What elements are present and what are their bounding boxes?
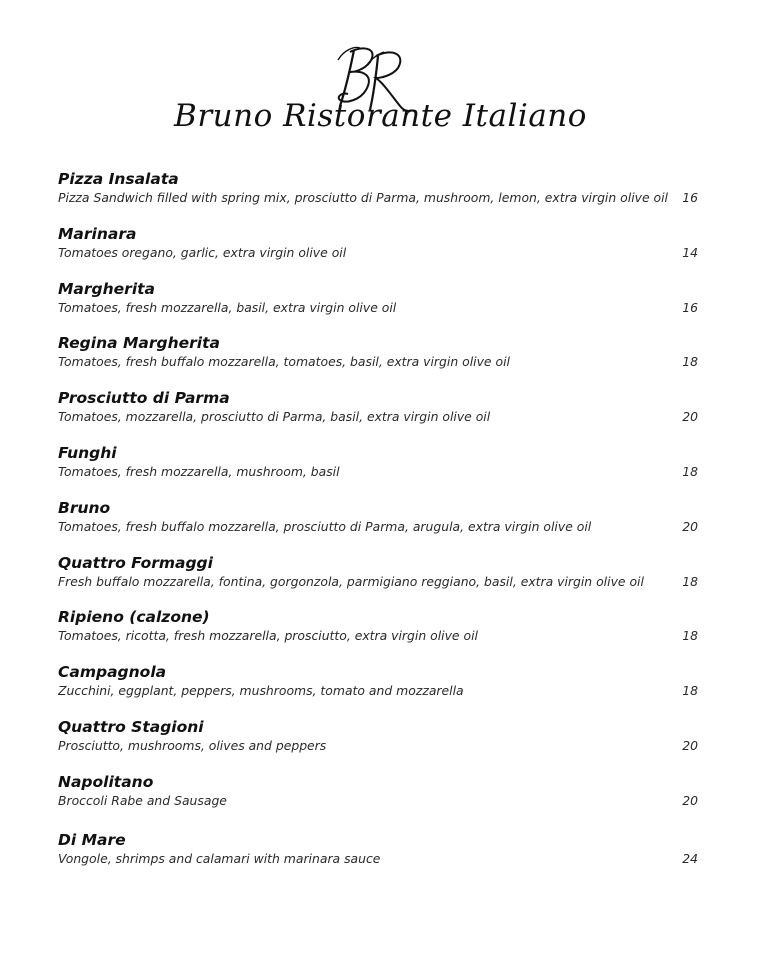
item-price: 18 bbox=[682, 683, 698, 699]
item-price: 20 bbox=[682, 792, 698, 808]
item-price: 18 bbox=[682, 628, 698, 644]
item-description: Fresh buffalo mozzarella, fontina, gorgonzola, parmigiano reggiano, basil, extra virgin olive oil bbox=[58, 573, 644, 589]
item-description: Prosciutto, mushrooms, olives and peppers bbox=[58, 737, 327, 753]
menu-item bbox=[58, 278, 718, 333]
item-price: 18 bbox=[682, 573, 698, 589]
item-name: Bruno bbox=[58, 498, 111, 517]
menu-item bbox=[58, 606, 718, 661]
item-name: Napolitano bbox=[58, 772, 154, 791]
menu-item bbox=[58, 771, 718, 826]
menu-item bbox=[58, 332, 718, 387]
item-description: Tomatoes oregano, garlic, extra virgin olive oil bbox=[58, 244, 347, 260]
menu-item bbox=[58, 168, 718, 223]
item-name: Prosciutto di Parma bbox=[58, 389, 230, 408]
item-description: Broccoli Rabe and Sausage bbox=[58, 792, 227, 808]
menu-item bbox=[58, 442, 718, 497]
item-description: Tomatoes, fresh mozzarella, mushroom, basil bbox=[58, 463, 340, 479]
item-name: Quattro Stagioni bbox=[58, 717, 204, 736]
restaurant-name: Bruno Ristorante Italiano bbox=[174, 98, 587, 134]
item-name: Marinara bbox=[58, 224, 137, 243]
item-name: Di Mare bbox=[58, 830, 126, 849]
item-name: Margherita bbox=[58, 279, 155, 298]
item-name: Pizza Insalata bbox=[58, 170, 179, 188]
item-description: Tomatoes, ricotta, fresh mozzarella, prosciutto, extra virgin olive oil bbox=[58, 628, 478, 644]
item-price: 20 bbox=[682, 737, 698, 753]
item-price: 20 bbox=[682, 409, 698, 425]
item-description: Pizza Sandwich filled with spring mix, prosciutto di Parma, mushroom, lemon, extra virgin olive oil bbox=[58, 190, 668, 205]
item-price: 16 bbox=[682, 299, 698, 315]
item-price: 18 bbox=[682, 354, 698, 370]
item-name: Ripieno (calzone) bbox=[58, 608, 210, 627]
item-price: 20 bbox=[682, 518, 698, 534]
item-price: 16 bbox=[682, 190, 698, 205]
menu-item bbox=[58, 661, 718, 716]
item-description: Tomatoes, fresh buffalo mozzarella, tomatoes, basil, extra virgin olive oil bbox=[58, 354, 510, 370]
item-description: Tomatoes, fresh buffalo mozzarella, prosciutto di Parma, arugula, extra virgin olive oil bbox=[58, 518, 592, 534]
item-description: Tomatoes, mozzarella, prosciutto di Parma, basil, extra virgin olive oil bbox=[58, 409, 491, 425]
item-name: Quattro Formaggi bbox=[58, 553, 213, 572]
menu-item bbox=[58, 497, 718, 552]
item-description: Vongole, shrimps and calamari with marinara sauce bbox=[58, 850, 381, 866]
menu-item bbox=[58, 552, 718, 607]
item-name: Campagnola bbox=[58, 663, 167, 682]
item-description: Tomatoes, fresh mozzarella, basil, extra virgin olive oil bbox=[58, 299, 397, 315]
menu-item bbox=[58, 716, 718, 771]
item-name: Regina Margherita bbox=[58, 334, 220, 353]
item-price: 18 bbox=[682, 463, 698, 479]
pizza-menu-list bbox=[58, 168, 718, 883]
item-description: Zucchini, eggplant, peppers, mushrooms, tomato and mozzarella bbox=[58, 683, 464, 699]
menu-item bbox=[58, 829, 718, 884]
item-price: 24 bbox=[682, 850, 698, 866]
menu-item bbox=[58, 223, 718, 278]
item-name: Funghi bbox=[58, 443, 117, 462]
item-price: 14 bbox=[682, 244, 698, 260]
menu-item bbox=[58, 387, 718, 442]
